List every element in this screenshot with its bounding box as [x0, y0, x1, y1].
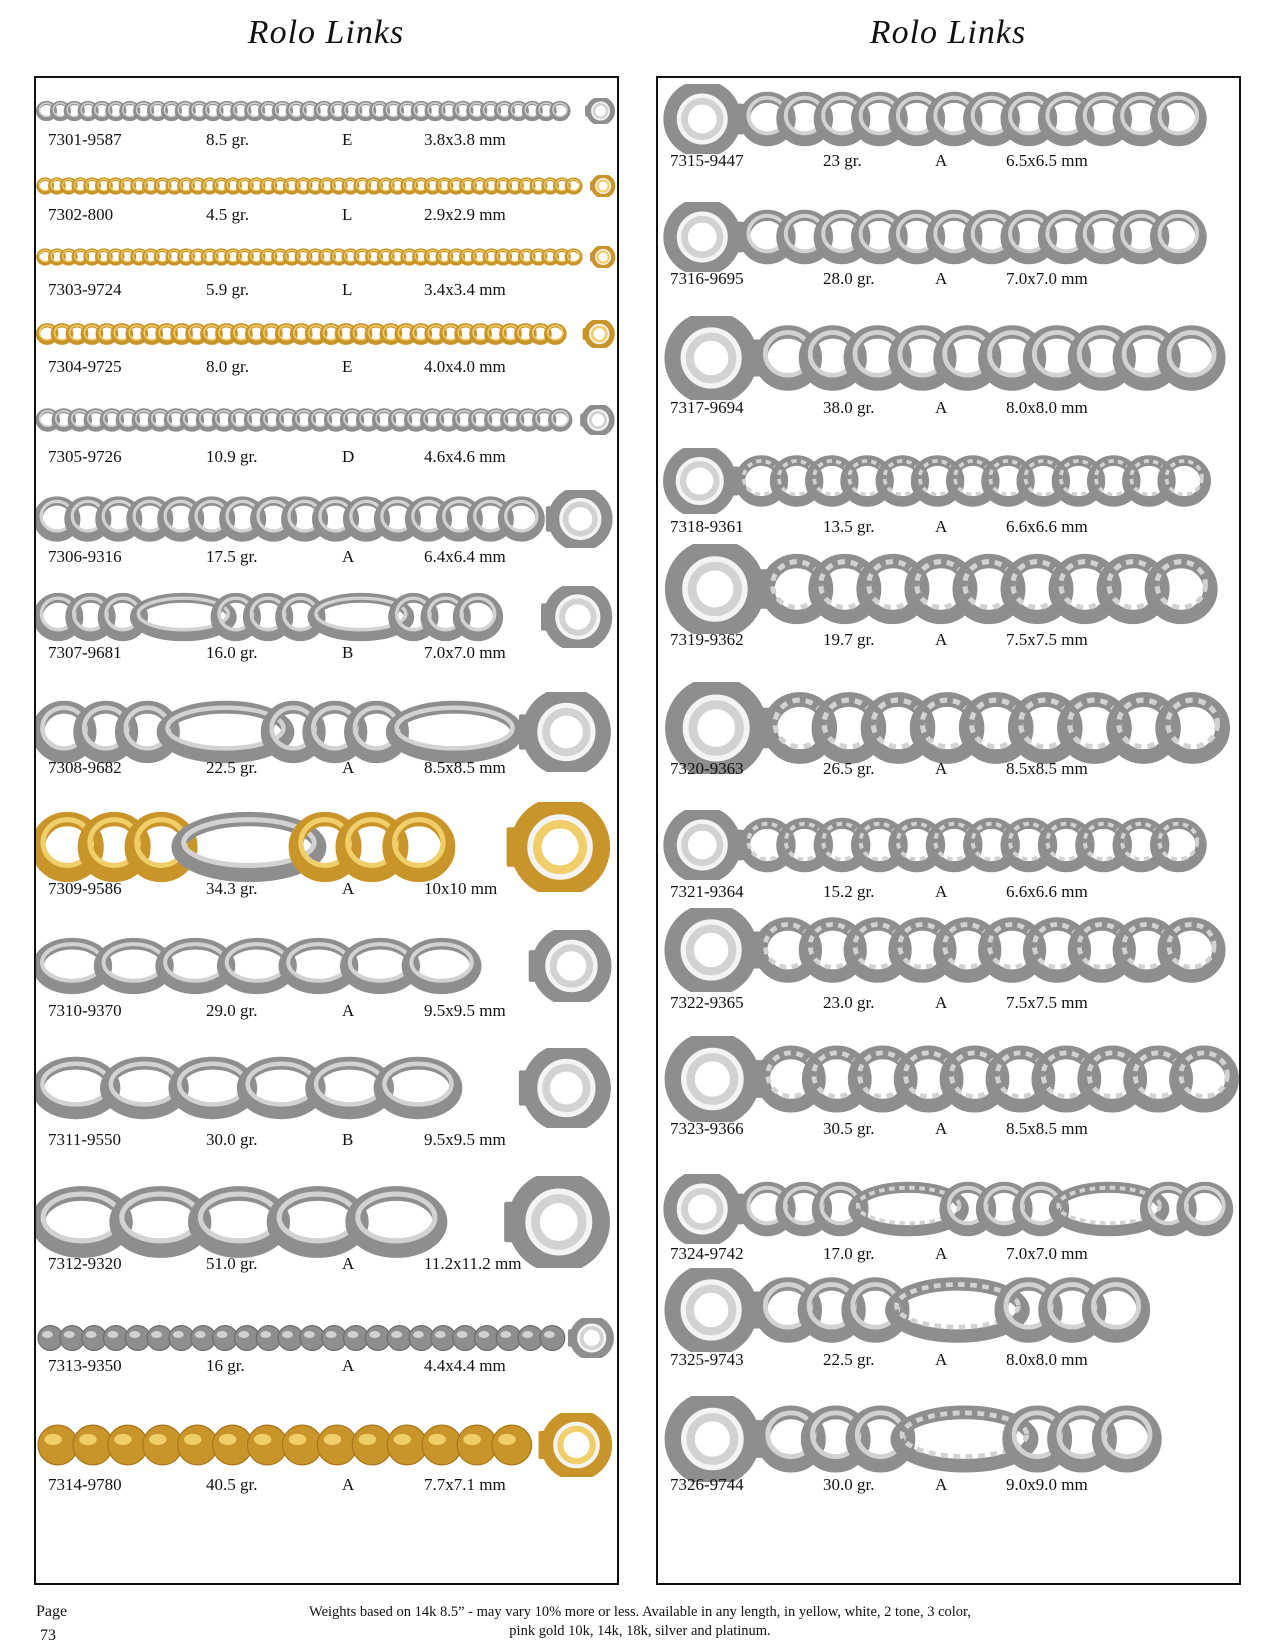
chain-image-7323-9366 [658, 1036, 1239, 1122]
spec-weight: 4.5 gr. [206, 205, 249, 224]
chain-image-7305-9726 [36, 405, 617, 435]
spec-weight: 15.2 gr. [823, 882, 875, 901]
chain-illustration [36, 405, 617, 435]
right-chain-panel [656, 76, 1241, 1585]
spec-grade: A [935, 1119, 948, 1138]
spec-grade: A [935, 759, 948, 778]
spec-sku: 7313-9350 [48, 1356, 122, 1375]
spec-grade: A [342, 1356, 355, 1375]
chain-image-7310-9370 [36, 930, 617, 1002]
spec-grade: A [935, 1244, 948, 1263]
chain-spec-row [36, 130, 617, 152]
chain-spec-row [658, 1119, 1239, 1141]
spec-size: 6.4x6.4 mm [424, 547, 506, 566]
chain-image-7319-9362 [658, 544, 1239, 634]
spec-size: 8.5x8.5 mm [424, 758, 506, 777]
spec-sku: 7318-9361 [670, 517, 744, 536]
spec-size: 8.0x8.0 mm [1006, 398, 1088, 417]
spec-weight: 13.5 gr. [823, 517, 875, 536]
chain-illustration [658, 544, 1239, 634]
spec-weight: 10.9 gr. [206, 447, 258, 466]
spec-grade: A [935, 630, 948, 649]
spec-sku: 7305-9726 [48, 447, 122, 466]
chain-illustration [658, 316, 1239, 400]
spec-grade: A [935, 398, 948, 417]
chain-image-7307-9681 [36, 586, 617, 648]
chain-illustration [36, 586, 617, 648]
spec-size: 3.4x3.4 mm [424, 280, 506, 299]
spec-grade: A [342, 1001, 355, 1020]
chain-illustration [658, 1268, 1239, 1352]
spec-weight: 19.7 gr. [823, 630, 875, 649]
chain-illustration [658, 202, 1239, 272]
spec-size: 8.5x8.5 mm [1006, 1119, 1088, 1138]
chain-spec-row [658, 1350, 1239, 1372]
chain-illustration [36, 320, 617, 348]
spec-grade: A [935, 269, 948, 288]
spec-grade: A [935, 517, 948, 536]
spec-size: 6.5x6.5 mm [1006, 151, 1088, 170]
spec-sku: 7308-9682 [48, 758, 122, 777]
spec-grade: A [342, 547, 355, 566]
chain-spec-row [658, 759, 1239, 781]
spec-sku: 7310-9370 [48, 1001, 122, 1020]
spec-size: 4.0x4.0 mm [424, 357, 506, 376]
spec-size: 9.5x9.5 mm [424, 1001, 506, 1020]
spec-sku: 7301-9587 [48, 130, 122, 149]
spec-sku: 7315-9447 [670, 151, 744, 170]
chain-image-7314-9780 [36, 1413, 617, 1477]
spec-grade: A [935, 151, 948, 170]
chain-image-7313-9350 [36, 1318, 617, 1358]
chain-illustration [658, 84, 1239, 154]
spec-sku: 7321-9364 [670, 882, 744, 901]
chain-spec-row [36, 280, 617, 302]
chain-spec-row [36, 758, 617, 780]
chain-spec-row [658, 630, 1239, 652]
spec-weight: 16.0 gr. [206, 643, 258, 662]
spec-weight: 23 gr. [823, 151, 862, 170]
spec-sku: 7317-9694 [670, 398, 744, 417]
spec-sku: 7307-9681 [48, 643, 122, 662]
chain-spec-row [658, 398, 1239, 420]
chain-illustration [36, 98, 617, 124]
spec-size: 2.9x2.9 mm [424, 205, 506, 224]
spec-weight: 5.9 gr. [206, 280, 249, 299]
chain-spec-row [658, 269, 1239, 291]
spec-grade: D [342, 447, 355, 466]
spec-grade: L [342, 280, 353, 299]
spec-size: 7.0x7.0 mm [424, 643, 506, 662]
spec-weight: 17.5 gr. [206, 547, 258, 566]
spec-sku: 7309-9586 [48, 879, 122, 898]
spec-weight: 23.0 gr. [823, 993, 875, 1012]
chain-spec-row [36, 205, 617, 227]
chain-illustration [36, 1318, 617, 1358]
chain-illustration [658, 810, 1239, 880]
spec-weight: 17.0 gr. [823, 1244, 875, 1263]
spec-size: 4.4x4.4 mm [424, 1356, 506, 1375]
spec-grade: A [342, 1475, 355, 1494]
spec-weight: 30.0 gr. [823, 1475, 875, 1494]
spec-grade: E [342, 130, 353, 149]
chain-spec-row [658, 882, 1239, 904]
spec-size: 6.6x6.6 mm [1006, 517, 1088, 536]
chain-image-7317-9694 [658, 316, 1239, 400]
chain-illustration [658, 448, 1239, 514]
page-number: 73 [40, 1627, 56, 1644]
spec-grade: A [935, 1475, 948, 1494]
chain-spec-row [36, 357, 617, 379]
spec-sku: 7319-9362 [670, 630, 744, 649]
spec-size: 7.7x7.1 mm [424, 1475, 506, 1494]
chain-illustration [658, 1036, 1239, 1122]
spec-grade: L [342, 205, 353, 224]
spec-grade: A [342, 758, 355, 777]
spec-size: 6.6x6.6 mm [1006, 882, 1088, 901]
chain-spec-row [36, 1130, 617, 1152]
chain-image-7315-9447 [658, 84, 1239, 154]
chain-illustration [658, 908, 1239, 992]
chain-illustration [36, 175, 617, 197]
spec-grade: A [935, 882, 948, 901]
chain-spec-row [658, 151, 1239, 173]
spec-weight: 34.3 gr. [206, 879, 258, 898]
spec-grade: E [342, 357, 353, 376]
chain-illustration [36, 490, 617, 548]
spec-size: 3.8x3.8 mm [424, 130, 506, 149]
spec-weight: 8.5 gr. [206, 130, 249, 149]
page-footer-number [36, 1600, 67, 1648]
spec-sku: 7304-9725 [48, 357, 122, 376]
footer-note-line1: Weights based on 14k 8.5” - may vary 10% more or less. Available in any length, in yellow, white, 2 tone, 3 color, [309, 1604, 971, 1620]
chain-spec-row [36, 1001, 617, 1023]
spec-size: 4.6x4.6 mm [424, 447, 506, 466]
spec-grade: B [342, 643, 354, 662]
spec-sku: 7306-9316 [48, 547, 122, 566]
spec-sku: 7326-9744 [670, 1475, 744, 1494]
page-label: Page [36, 1603, 68, 1620]
spec-size: 7.0x7.0 mm [1006, 1244, 1088, 1263]
spec-weight: 51.0 gr. [206, 1254, 258, 1273]
spec-size: 9.0x9.0 mm [1006, 1475, 1088, 1494]
spec-size: 7.5x7.5 mm [1006, 630, 1088, 649]
chain-image-7302-800 [36, 175, 617, 197]
chain-spec-row [36, 547, 617, 569]
chain-illustration [36, 930, 617, 1002]
spec-weight: 28.0 gr. [823, 269, 875, 288]
spec-weight: 26.5 gr. [823, 759, 875, 778]
spec-size: 10x10 mm [424, 879, 498, 898]
chain-image-7311-9550 [36, 1048, 617, 1128]
chain-image-7322-9365 [658, 908, 1239, 992]
chain-image-7303-9724 [36, 246, 617, 268]
left-chain-panel [34, 76, 619, 1585]
spec-weight: 40.5 gr. [206, 1475, 258, 1494]
chain-image-7318-9361 [658, 448, 1239, 514]
chain-image-7324-9742 [658, 1174, 1239, 1244]
spec-sku: 7314-9780 [48, 1475, 122, 1494]
spec-weight: 29.0 gr. [206, 1001, 258, 1020]
spec-weight: 38.0 gr. [823, 398, 875, 417]
spec-grade: A [935, 993, 948, 1012]
spec-sku: 7311-9550 [48, 1130, 122, 1149]
chain-illustration [36, 1048, 617, 1128]
chain-image-7301-9587 [36, 98, 617, 124]
spec-weight: 30.5 gr. [823, 1119, 875, 1138]
spec-weight: 16 gr. [206, 1356, 245, 1375]
spec-grade: A [342, 879, 355, 898]
chain-illustration [36, 246, 617, 268]
spec-sku: 7323-9366 [670, 1119, 744, 1138]
chain-spec-row [658, 517, 1239, 539]
spec-sku: 7302-800 [48, 205, 114, 224]
spec-sku: 7322-9365 [670, 993, 744, 1012]
spec-size: 8.5x8.5 mm [1006, 759, 1088, 778]
spec-size: 9.5x9.5 mm [424, 1130, 506, 1149]
chain-illustration [658, 1174, 1239, 1244]
chain-image-7306-9316 [36, 490, 617, 548]
spec-size: 7.5x7.5 mm [1006, 993, 1088, 1012]
chain-image-7316-9695 [658, 202, 1239, 272]
right-column-title: Rolo Links [869, 14, 1027, 51]
chain-spec-row [36, 643, 617, 665]
spec-weight: 8.0 gr. [206, 357, 249, 376]
spec-grade: B [342, 1130, 354, 1149]
chain-illustration [658, 1396, 1239, 1482]
spec-weight: 22.5 gr. [206, 758, 258, 777]
chain-image-7304-9725 [36, 320, 617, 348]
spec-weight: 22.5 gr. [823, 1350, 875, 1369]
chain-image-7321-9364 [658, 810, 1239, 880]
chain-spec-row [36, 447, 617, 469]
footer-note-line2: pink gold 10k, 14k, 18k, silver and platinum. [509, 1623, 771, 1639]
spec-sku: 7324-9742 [670, 1244, 744, 1263]
spec-size: 8.0x8.0 mm [1006, 1350, 1088, 1369]
chain-spec-row [658, 1244, 1239, 1266]
spec-sku: 7303-9724 [48, 280, 122, 299]
chain-spec-row [36, 879, 617, 901]
footer-note [250, 1603, 1030, 1641]
chain-spec-row [36, 1254, 617, 1276]
chain-spec-row [658, 993, 1239, 1015]
spec-sku: 7320-9363 [670, 759, 744, 778]
chain-spec-row [36, 1475, 617, 1497]
spec-grade: A [935, 1350, 948, 1369]
spec-sku: 7312-9320 [48, 1254, 122, 1273]
chain-image-7325-9743 [658, 1268, 1239, 1352]
chain-spec-row [36, 1356, 617, 1378]
spec-size: 7.0x7.0 mm [1006, 269, 1088, 288]
chain-spec-row [658, 1475, 1239, 1497]
spec-sku: 7325-9743 [670, 1350, 744, 1369]
spec-weight: 30.0 gr. [206, 1130, 258, 1149]
spec-size: 11.2x11.2 mm [424, 1254, 522, 1273]
left-column-title: Rolo Links [247, 14, 405, 51]
chain-illustration [36, 1413, 617, 1477]
chain-image-7326-9744 [658, 1396, 1239, 1482]
spec-sku: 7316-9695 [670, 269, 744, 288]
spec-grade: A [342, 1254, 355, 1273]
